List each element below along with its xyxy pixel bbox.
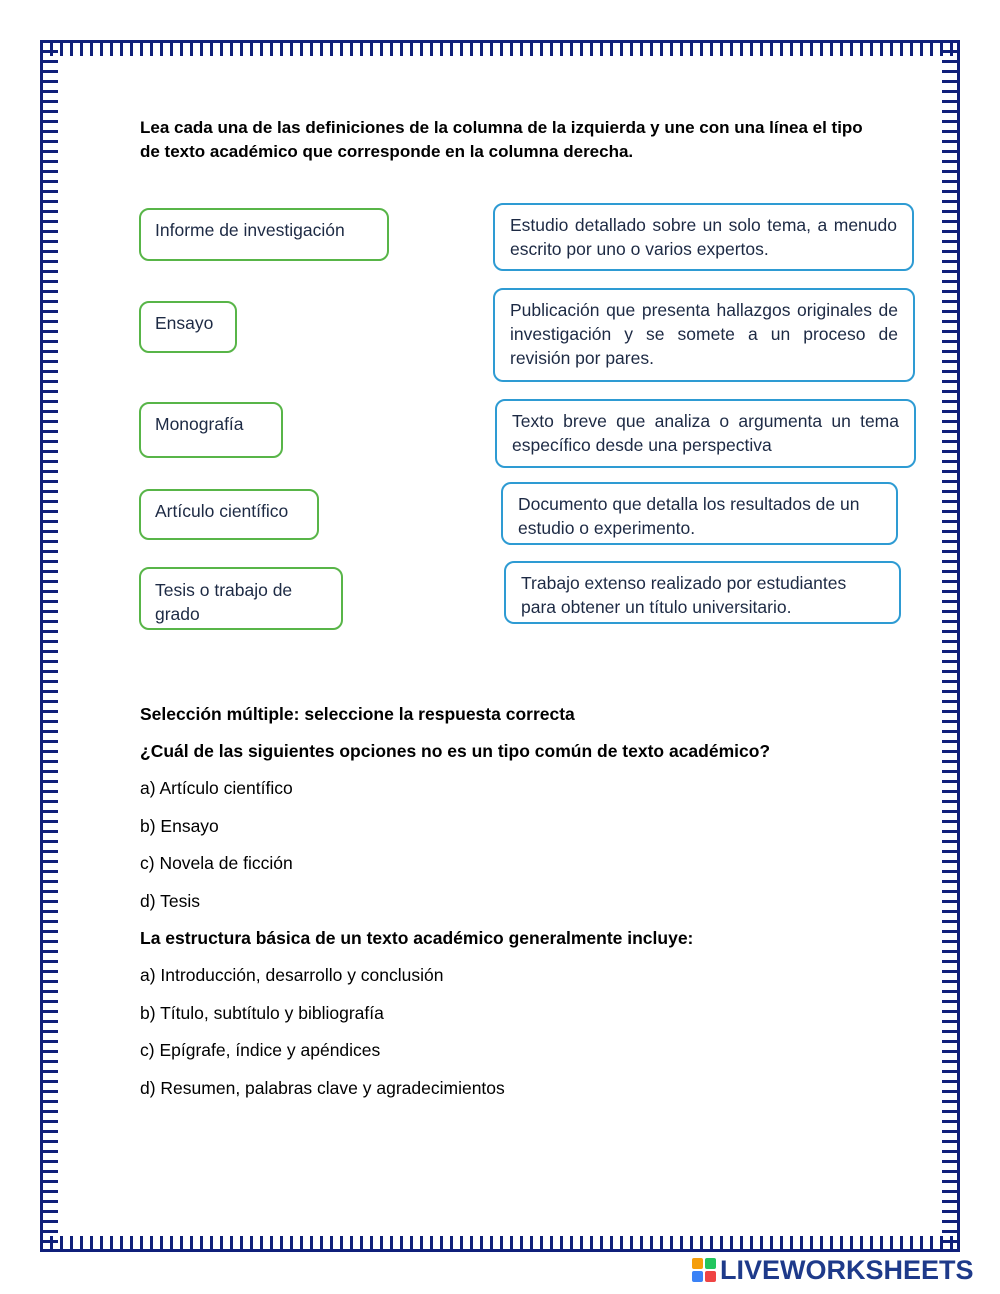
term-box-tesis[interactable]: Tesis o trabajo de grado bbox=[139, 567, 343, 630]
term-box-monografia[interactable]: Monografía bbox=[139, 402, 283, 458]
definition-box-1[interactable]: Estudio detallado sobre un solo tema, a menudo escrito por uno o varios expertos. bbox=[493, 203, 914, 271]
multiple-choice-heading: Selección múltiple: seleccione la respuesta correcta bbox=[140, 704, 575, 724]
q2-option-c[interactable]: c) Epígrafe, índice y apéndices bbox=[140, 1040, 381, 1060]
q2-option-a[interactable]: a) Introducción, desarrollo y conclusión bbox=[140, 965, 444, 985]
logo-tile-2 bbox=[705, 1258, 716, 1269]
term-box-ensayo[interactable]: Ensayo bbox=[139, 301, 237, 353]
term-box-articulo[interactable]: Artículo científico bbox=[139, 489, 319, 540]
border-bottom bbox=[40, 1236, 960, 1252]
logo-tile-3 bbox=[692, 1271, 703, 1282]
question-2: La estructura básica de un texto académico generalmente incluye: bbox=[140, 928, 694, 948]
question-1: ¿Cuál de las siguientes opciones no es un tipo común de texto académico? bbox=[140, 741, 771, 761]
logo-tile-4 bbox=[705, 1271, 716, 1282]
term-box-informe[interactable]: Informe de investigación bbox=[139, 208, 389, 261]
liveworksheets-logo bbox=[692, 1256, 974, 1284]
q1-option-c[interactable]: c) Novela de ficción bbox=[140, 853, 293, 873]
q2-option-d[interactable]: d) Resumen, palabras clave y agradecimientos bbox=[140, 1078, 505, 1098]
definition-box-4[interactable]: Documento que detalla los resultados de un estudio o experimento. bbox=[501, 482, 898, 545]
instructions: Lea cada una de las definiciones de la columna de la izquierda y une con una línea el tipo de texto académico que corresponde en la columna derecha. bbox=[140, 118, 863, 161]
border-top bbox=[40, 40, 960, 56]
logo-mark-icon bbox=[692, 1258, 716, 1282]
definition-box-2[interactable]: Publicación que presenta hallazgos originales de investigación y se somete a un proceso de revisión por pares. bbox=[493, 288, 915, 382]
border-right bbox=[942, 40, 960, 1252]
definition-box-5[interactable]: Trabajo extenso realizado por estudiantes para obtener un título universitario. bbox=[504, 561, 901, 624]
q2-option-b[interactable]: b) Título, subtítulo y bibliografía bbox=[140, 1003, 384, 1023]
logo-tile-1 bbox=[692, 1258, 703, 1269]
q1-option-b[interactable]: b) Ensayo bbox=[140, 816, 219, 836]
q1-option-a[interactable]: a) Artículo científico bbox=[140, 778, 293, 798]
q1-option-d[interactable]: d) Tesis bbox=[140, 891, 200, 911]
logo-text: LIVEWORKSHEETS bbox=[720, 1254, 974, 1285]
definition-box-3[interactable]: Texto breve que analiza o argumenta un tema específico desde una perspectiva bbox=[495, 399, 916, 468]
border-left bbox=[40, 40, 58, 1252]
